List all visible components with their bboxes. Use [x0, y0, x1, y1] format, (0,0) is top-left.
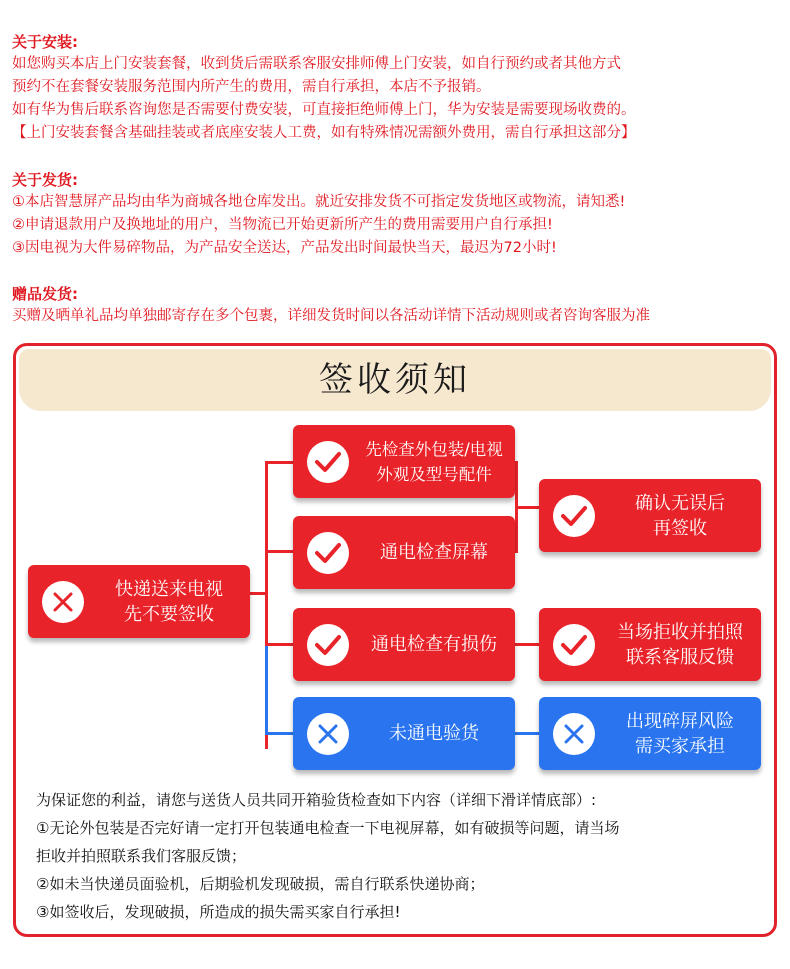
connector	[250, 592, 266, 595]
cross-icon	[553, 713, 595, 755]
sign-notice-panel	[13, 343, 777, 937]
box-text: 当场拒收并拍照	[617, 621, 743, 643]
box-text: 联系客服反馈	[626, 646, 734, 668]
check-icon	[553, 624, 595, 666]
receive-warning-box	[28, 565, 250, 638]
screen-risk-box	[539, 697, 761, 770]
shipping-line: ③因电视为大件易碎物品，为产品安全送达，产品发出时间最快当天，最迟为72小时!	[12, 240, 557, 256]
box-text: 未通电验货	[389, 723, 479, 744]
reject-photo-box	[539, 608, 761, 681]
check-icon	[553, 495, 595, 537]
damage-check-box	[293, 608, 515, 681]
check-icon	[307, 441, 349, 483]
footer-line: ①无论外包装是否完好请一定打开包装通电检查一下电视屏幕，如有破损等问题，请当场	[36, 819, 620, 837]
connector	[265, 643, 293, 646]
notice-title: 签收须知	[19, 349, 771, 411]
footer-line: 拒收并拍照联系我们客服反馈；	[36, 847, 247, 865]
connector	[515, 643, 539, 646]
connector	[515, 506, 539, 509]
check-packaging-box	[293, 425, 515, 498]
footer-line: ③如签收后，发现破损，所造成的损失需买家自行承担!	[36, 903, 401, 921]
box-text: 通电检查屏幕	[380, 542, 488, 563]
connector	[265, 550, 293, 553]
footer-line: 为保证您的利益，请您与送货人员共同开箱验货检查如下内容（详细下滑详情底部）:	[36, 791, 597, 809]
cross-icon	[307, 713, 349, 755]
gift-line: 买赠及晒单礼品均单独邮寄存在多个包裹，详细发货时间以各活动详情下活动规则或者咨询客服为准	[12, 308, 650, 324]
install-title: 关于安装:	[12, 33, 78, 51]
gift-section	[12, 284, 782, 328]
check-icon	[307, 624, 349, 666]
box-text: 快递送来电视	[115, 578, 223, 600]
confirm-sign-box	[539, 479, 761, 552]
shipping-line: ①本店智慧屏产品均由华为商城各地仓库发出。就近安排发货不可指定发货地区或物流，请知悉!	[12, 194, 626, 210]
box-text: 再签收	[653, 517, 707, 539]
install-section	[12, 32, 782, 145]
connector	[265, 732, 293, 735]
box-text: 先检查外包装/电视	[365, 439, 503, 459]
box-text: 需买家承担	[635, 735, 725, 757]
install-line: 如您购买本店上门安装套餐，收到货后需联系客服安排师傅上门安装，如自行预约或者其他方式	[12, 56, 621, 72]
gift-title: 赠品发货:	[12, 285, 78, 303]
box-text: 先不要签收	[124, 603, 214, 625]
shipping-line: ②申请退款用户及换地址的用户，当物流已开始更新所产生的费用需要用户自行承担!	[12, 217, 553, 233]
box-text: 外观及型号配件	[376, 464, 492, 484]
shipping-title: 关于发货:	[12, 171, 78, 189]
unpowered-inspection-box	[293, 697, 515, 770]
install-line: 【上门安装套餐含基础挂装或者底座安装人工费，如有特殊情况需额外费用，需自行承担这部分】	[12, 125, 636, 141]
box-text: 出现碎屏风险	[626, 710, 734, 732]
connector	[265, 461, 293, 464]
install-line: 预约不在套餐安装服务范围内所产生的费用，需自行承担，本店不予报销。	[12, 79, 491, 95]
cross-icon	[42, 581, 84, 623]
shipping-section	[12, 170, 782, 260]
install-line: 如有华为售后联系咨询您是否需要付费安装，可直接拒绝师傅上门，华为安装是需要现场收费的。	[12, 102, 636, 118]
check-icon	[307, 532, 349, 574]
check-screen-box	[293, 516, 515, 589]
box-text: 通电检查有损伤	[371, 634, 497, 655]
connector	[515, 732, 539, 735]
box-text: 确认无误后	[635, 492, 725, 514]
footer-line: ②如未当快递员面验机，后期验机发现破损，需自行联系快递协商；	[36, 875, 485, 893]
connector	[265, 646, 268, 734]
